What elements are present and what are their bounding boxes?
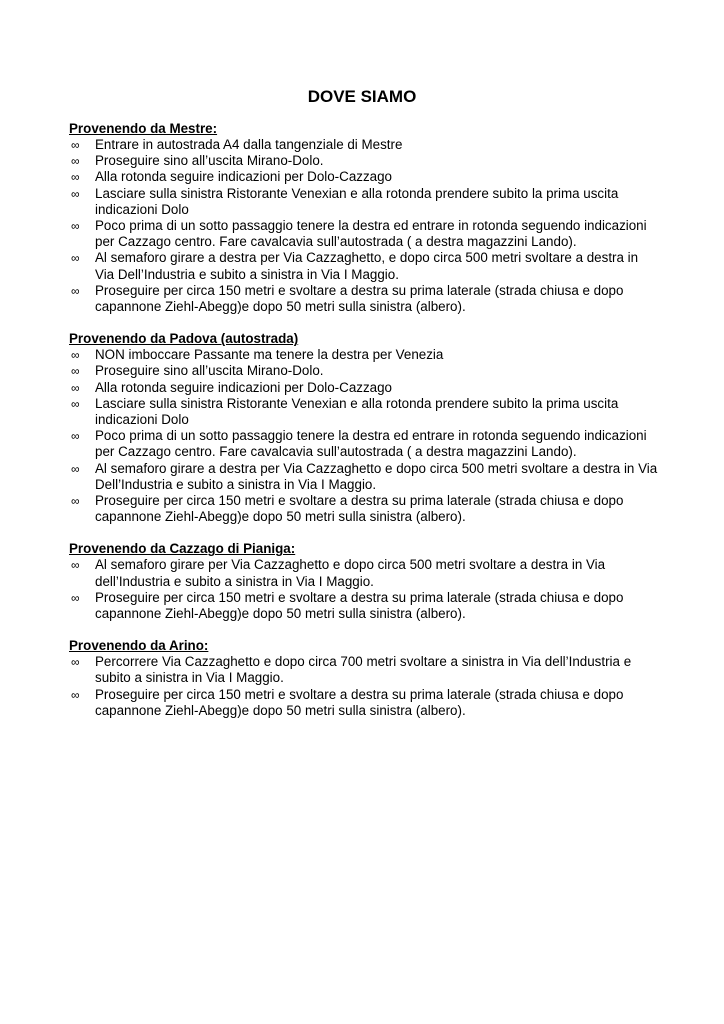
step-text: Proseguire sino all’uscita Mirano-Dolo. (95, 363, 324, 379)
step-text: Alla rotonda seguire indicazioni per Dolo-Cazzago (95, 379, 392, 395)
list-item (69, 218, 659, 250)
step-text: Proseguire per circa 150 metri e svoltare a destra su prima laterale (strada chiusa e dopo capannone Ziehl-Abegg)e dopo 50 metri sulla sinistra (albero). (95, 493, 624, 525)
list-item (69, 380, 659, 396)
list-item (69, 687, 659, 719)
infinity-bullet-icon: ∞ (71, 154, 80, 169)
infinity-bullet-icon: ∞ (71, 461, 80, 476)
infinity-bullet-icon: ∞ (71, 687, 80, 702)
list-item (69, 654, 659, 686)
infinity-bullet-icon: ∞ (71, 283, 80, 298)
infinity-bullet-icon: ∞ (71, 429, 80, 444)
step-text: Alla rotonda seguire indicazioni per Dolo-Cazzago (95, 169, 392, 185)
step-text: Percorrere Via Cazzaghetto e dopo circa 700 metri svoltare a sinistra in Via dell’Industria e subito a sinistra in Via I Maggio. (95, 654, 632, 686)
list-item (69, 461, 659, 493)
step-text: Al semaforo girare per Via Cazzaghetto e dopo circa 500 metri svoltare a destra in Via dell’Industria e subito a sinistra in Via I Maggio. (95, 557, 606, 589)
list-item (69, 169, 659, 185)
step-text: Al semaforo girare a destra per Via Cazzaghetto, e dopo circa 500 metri svoltare a destra in Via Dell’Industria e subito a sinistra in Via I Maggio. (95, 250, 639, 282)
steps-list (69, 654, 659, 719)
steps-list (69, 137, 659, 315)
step-text: Entrare in autostrada A4 dalla tangenziale di Mestre (95, 137, 403, 152)
infinity-bullet-icon: ∞ (71, 558, 80, 573)
infinity-bullet-icon: ∞ (71, 251, 80, 266)
step-text: Lasciare sulla sinistra Ristorante Venexian e alla rotonda prendere subito la prima uscita indicazioni Dolo (95, 395, 619, 428)
section-heading: Provenendo da Padova (autostrada) (69, 331, 299, 347)
infinity-bullet-icon: ∞ (71, 186, 80, 201)
section-arino (69, 638, 659, 719)
list-item (69, 590, 659, 622)
list-item (69, 153, 659, 169)
directions-content (69, 121, 659, 735)
list-item (69, 283, 659, 315)
step-text: Proseguire per circa 150 metri e svoltare a destra su prima laterale (strada chiusa e dopo capannone Ziehl-Abegg)e dopo 50 metri sulla sinistra (albero). (95, 282, 624, 315)
list-item (69, 557, 659, 589)
infinity-bullet-icon: ∞ (71, 590, 80, 605)
list-item (69, 137, 659, 153)
page-title: DOVE SIAMO (307, 87, 417, 106)
step-text: Proseguire per circa 150 metri e svoltare a destra su prima laterale (strada chiusa e dopo capannone Ziehl-Abegg)e dopo 50 metri sulla sinistra (albero). (95, 686, 624, 718)
infinity-bullet-icon: ∞ (71, 348, 80, 363)
list-item (69, 347, 659, 363)
section-heading: Provenendo da Arino: (69, 638, 209, 654)
steps-list (69, 557, 659, 622)
step-text: Lasciare sulla sinistra Ristorante Venexian e alla rotonda prendere subito la prima uscita indicazioni Dolo (95, 185, 619, 217)
list-item (69, 186, 659, 218)
infinity-bullet-icon: ∞ (71, 655, 80, 670)
infinity-bullet-icon: ∞ (71, 170, 80, 185)
section-cazzago-di-pianiga (69, 541, 659, 622)
step-text: Proseguire sino all’uscita Mirano-Dolo. (95, 153, 324, 169)
list-item (69, 250, 659, 282)
step-text: NON imboccare Passante ma tenere la destra per Venezia (95, 347, 444, 363)
infinity-bullet-icon: ∞ (71, 219, 80, 234)
infinity-bullet-icon: ∞ (71, 380, 80, 395)
list-item (69, 493, 659, 525)
step-text: Al semaforo girare a destra per Via Cazzaghetto e dopo circa 500 metri svoltare a destra in Via Dell’Industria e subito a sinistra in Via I Maggio. (95, 460, 658, 492)
infinity-bullet-icon: ∞ (71, 364, 80, 379)
step-text: Poco prima di un sotto passaggio tenere la destra ed entrare in rotonda seguendo indicazioni per Cazzago centro. Fare cavalcavia sull’autostrada ( a destra magazzini Lando). (95, 218, 647, 250)
list-item (69, 363, 659, 379)
list-item (69, 428, 659, 460)
infinity-bullet-icon: ∞ (71, 138, 80, 152)
section-heading: Provenendo da Cazzago di Pianiga: (69, 541, 296, 557)
steps-list (69, 347, 659, 525)
section-mestre (69, 121, 659, 315)
list-item (69, 396, 659, 428)
section-padova (69, 331, 659, 525)
section-heading: Provenendo da Mestre: (69, 121, 218, 136)
step-text: Proseguire per circa 150 metri e svoltare a destra su prima laterale (strada chiusa e dopo capannone Ziehl-Abegg)e dopo 50 metri sulla sinistra (albero). (95, 589, 624, 622)
infinity-bullet-icon: ∞ (71, 396, 80, 411)
step-text: Poco prima di un sotto passaggio tenere la destra ed entrare in rotonda seguendo indicazioni per Cazzago centro. Fare cavalcavia sull’autostrada ( a destra magazzini Lando). (95, 428, 647, 460)
infinity-bullet-icon: ∞ (71, 494, 80, 509)
